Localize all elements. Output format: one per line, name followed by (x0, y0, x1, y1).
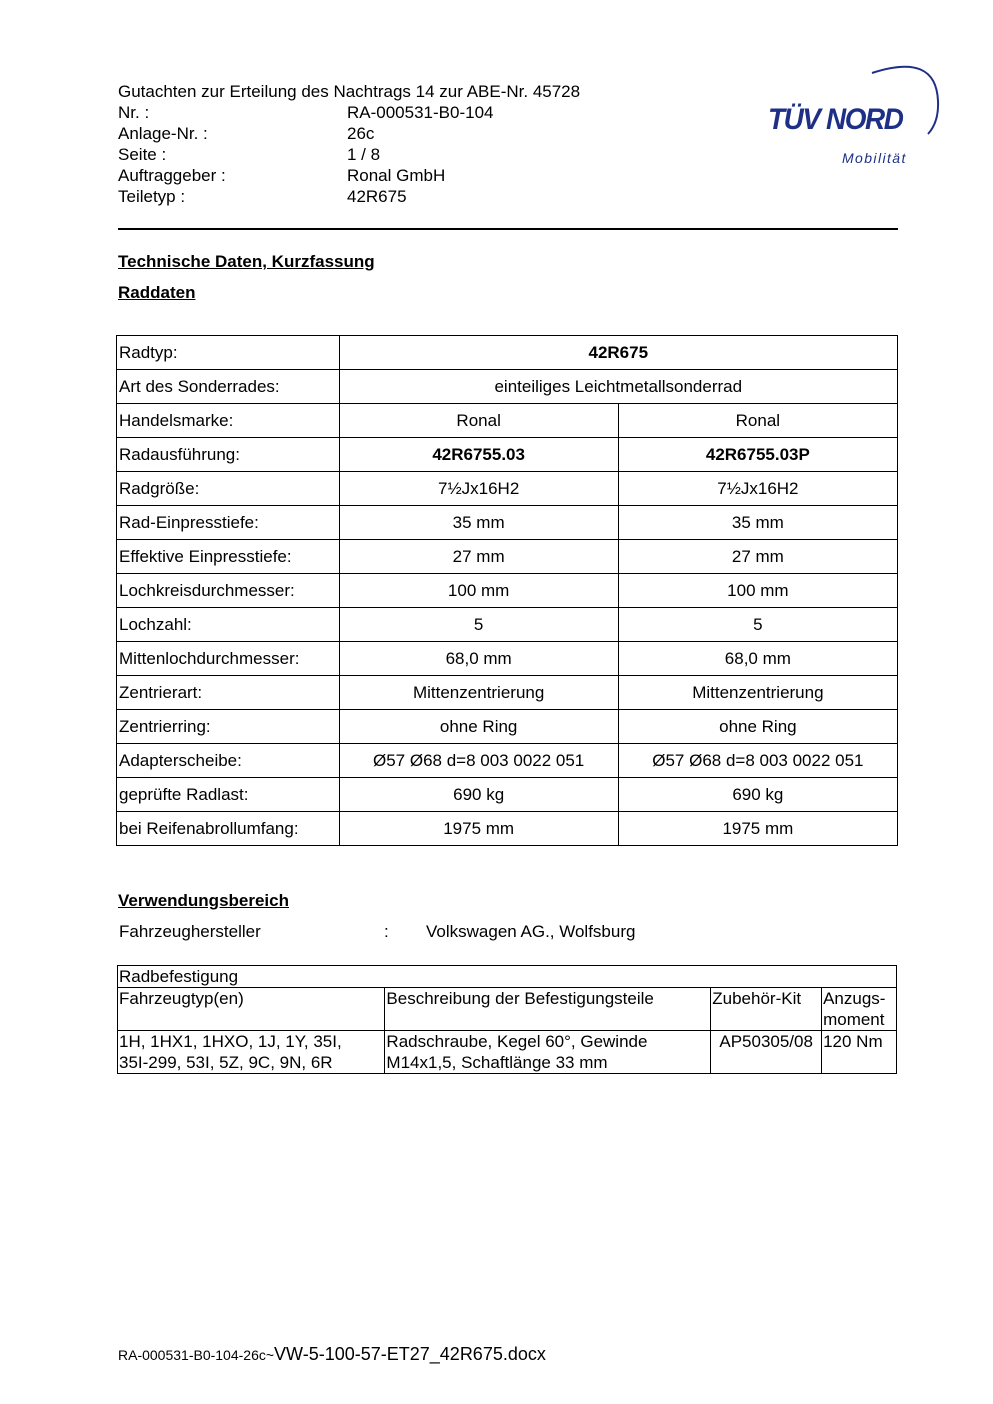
row-label: Radgröße: (117, 472, 340, 506)
hersteller-value: Volkswagen AG., Wolfsburg (426, 922, 636, 941)
row-label: bei Reifenabrollumfang: (117, 812, 340, 846)
value-col2: 5 (618, 608, 897, 642)
cell-line: 35I-299, 53I, 5Z, 9C, 9N, 6R (119, 1053, 333, 1072)
row-label: Lochkreisdurchmesser: (117, 574, 340, 608)
table-row (118, 1031, 897, 1074)
column-header: Fahrzeugtyp(en) (118, 988, 385, 1031)
value-col2: 42R6755.03P (618, 438, 897, 472)
logo-subtitle: Mobilität (842, 150, 907, 166)
value-col2: Mittenzentrierung (618, 676, 897, 710)
value-col2: Ronal (618, 404, 897, 438)
report-title: Gutachten zur Erteilung des Nachtrags 14 zur ABE-Nr. 45728 (118, 82, 581, 101)
value-col1: 1975 mm (339, 812, 618, 846)
table-row (117, 336, 898, 370)
value-col1: Ronal (339, 404, 618, 438)
row-label: Zentrierring: (117, 710, 340, 744)
table-row (117, 574, 898, 608)
header-value: 42R675 (347, 187, 407, 206)
table-row (117, 676, 898, 710)
header-key: Nr. : (118, 103, 150, 122)
value-col1: Mittenzentrierung (339, 676, 618, 710)
cell-line: M14x1,5, Schaftlänge 33 mm (386, 1053, 608, 1072)
verwendung-title: Verwendungsbereich (118, 891, 289, 910)
radbefestigung-title: Radbefestigung (118, 966, 897, 988)
fahrzeugtypen-cell (118, 1031, 385, 1074)
value-col2: Ø57 Ø68 d=8 003 0022 051 (618, 744, 897, 778)
row-label: Rad-Einpresstiefe: (117, 506, 340, 540)
header-key: Seite : (118, 145, 167, 164)
value-col1: 42R6755.03 (339, 438, 618, 472)
table-row (117, 710, 898, 744)
kit-cell: AP50305/08 (711, 1031, 822, 1074)
table-row (117, 744, 898, 778)
header-row-anlage (118, 123, 580, 144)
hersteller-label: Fahrzeughersteller (119, 922, 261, 941)
row-label: Lochzahl: (117, 608, 340, 642)
table-row (117, 540, 898, 574)
row-label: Handelsmarke: (117, 404, 340, 438)
cell-line: Radschraube, Kegel 60°, Gewinde (386, 1032, 648, 1051)
value-col1: 5 (339, 608, 618, 642)
value-col2: ohne Ring (618, 710, 897, 744)
table-row (117, 642, 898, 676)
value-col1: ohne Ring (339, 710, 618, 744)
hersteller-separator: : (384, 922, 389, 941)
row-label: geprüfte Radlast: (117, 778, 340, 812)
header-row-nr (118, 102, 580, 123)
value-col1: 27 mm (339, 540, 618, 574)
header-value: Ronal GmbH (347, 166, 446, 185)
section-subtitle: Raddaten (118, 283, 196, 302)
value-col1: 100 mm (339, 574, 618, 608)
value-col2: 690 kg (618, 778, 897, 812)
value-col2: 68,0 mm (618, 642, 897, 676)
section-title: Technische Daten, Kurzfassung (118, 252, 375, 271)
table-row (117, 472, 898, 506)
row-label: Zentrierart: (117, 676, 340, 710)
header-key: Auftraggeber : (118, 166, 226, 185)
cell-line: 1H, 1HX1, 1HXO, 1J, 1Y, 35I, (119, 1032, 342, 1051)
header-row-teiletyp (118, 186, 580, 207)
value-col1: Ø57 Ø68 d=8 003 0022 051 (339, 744, 618, 778)
value-col2: 7½Jx16H2 (618, 472, 897, 506)
column-header: Zubehör-Kit (711, 988, 822, 1031)
table-row (117, 438, 898, 472)
radbefestigung-table (117, 965, 897, 1074)
header-value: 26c (347, 124, 375, 143)
row-label: Radausführung: (117, 438, 340, 472)
table-row (117, 370, 898, 404)
raddaten-table (116, 335, 898, 846)
table-row (118, 966, 897, 988)
footer (118, 1344, 546, 1365)
document-header (118, 81, 580, 207)
value-col1: 35 mm (339, 506, 618, 540)
header-key: Teiletyp : (118, 187, 186, 206)
value-col2: 27 mm (618, 540, 897, 574)
column-header: Beschreibung der Befestigungsteile (385, 988, 711, 1031)
row-label: Effektive Einpresstiefe: (117, 540, 340, 574)
value-col2: 100 mm (618, 574, 897, 608)
table-row (117, 812, 898, 846)
radtyp-value: 42R675 (339, 336, 897, 370)
value-col1: 68,0 mm (339, 642, 618, 676)
row-label: Radtyp: (117, 336, 340, 370)
header-row-seite (118, 144, 580, 165)
row-label: Art des Sonderrades: (117, 370, 340, 404)
header-value: RA-000531-B0-104 (347, 103, 494, 122)
table-header-row (118, 988, 897, 1031)
beschreibung-cell (385, 1031, 711, 1074)
art-value: einteiliges Leichtmetallsonderrad (339, 370, 897, 404)
value-col2: 35 mm (618, 506, 897, 540)
footer-prefix: RA-000531-B0-104-26c~ (118, 1347, 275, 1363)
header-value: 1 / 8 (347, 145, 381, 164)
logo-brand: TÜV NORD (768, 103, 903, 136)
moment-cell: 120 Nm (822, 1031, 897, 1074)
table-row (117, 608, 898, 642)
table-row (117, 506, 898, 540)
footer-filename: VW-5-100-57-ET27_42R675.docx (274, 1344, 546, 1364)
table-row (117, 778, 898, 812)
value-col1: 7½Jx16H2 (339, 472, 618, 506)
table-row (117, 404, 898, 438)
column-header: Anzugs-moment (822, 988, 897, 1031)
row-label: Mittenlochdurchmesser: (117, 642, 340, 676)
header-divider (118, 228, 898, 230)
value-col2: 1975 mm (618, 812, 897, 846)
tuev-nord-logo (760, 56, 940, 171)
header-row-auftraggeber (118, 165, 580, 186)
value-col1: 690 kg (339, 778, 618, 812)
row-label: Adapterscheibe: (117, 744, 340, 778)
header-key: Anlage-Nr. : (118, 124, 208, 143)
